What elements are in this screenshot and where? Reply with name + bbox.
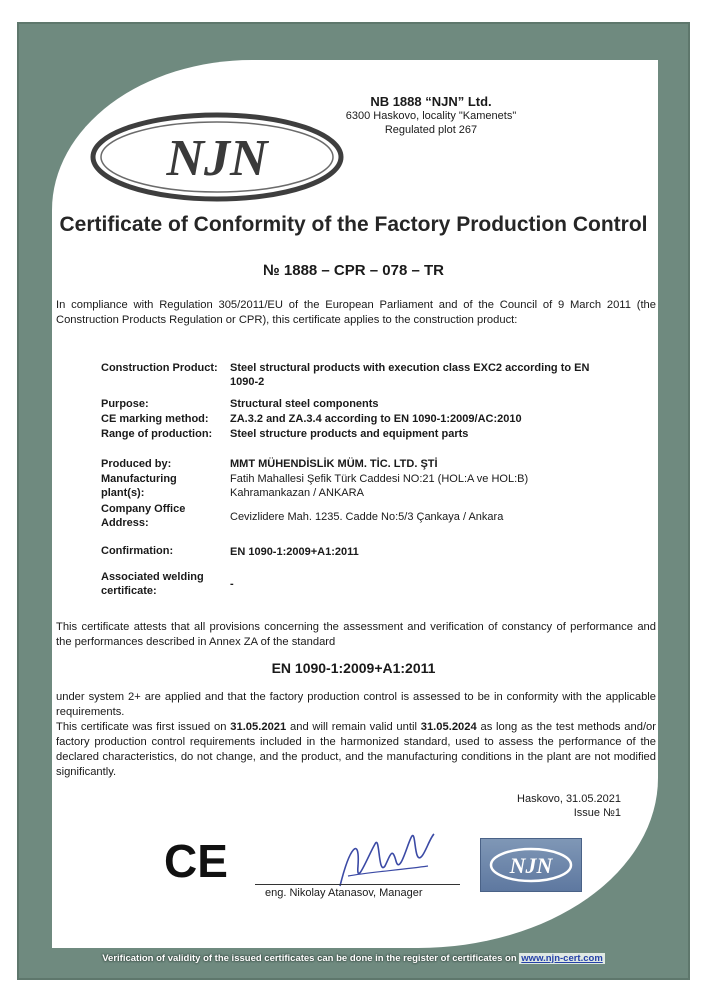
issuer-address-1: 6300 Haskovo, locality "Kamenets": [345, 110, 517, 122]
njn-logo: [90, 112, 345, 202]
njn-badge-icon: [481, 839, 581, 891]
svg-text:NJN: NJN: [509, 853, 553, 878]
issuer-address-2: Regulated plot 267: [384, 124, 478, 136]
logo-text: NJN: [166, 130, 268, 187]
certificate-title: Certificate of Conformity of the Factory Production Control: [59, 213, 648, 236]
ce-method-value: ZA.3.2 and ZA.3.4 according to EN 1090-1:2009/AC:2010: [230, 413, 522, 425]
produced-by-label: Produced by:: [101, 458, 172, 470]
purpose-value: Structural steel components: [230, 398, 379, 410]
validity-part3: as long as the test methods and/or factory production control requirements included in the harmonized standard, used to assess the performance of the declared characteristics, do not change, and the product, and the manufacturing conditions in the plant are not modified significantly.: [56, 721, 656, 778]
valid-until-date: 31.05.2024: [420, 721, 477, 733]
range-label: Range of production:: [101, 428, 213, 440]
validity-part2: and will remain valid until: [286, 721, 421, 733]
register-link[interactable]: www.njn-cert.com: [521, 953, 603, 964]
njn-badge-logo: [480, 838, 582, 892]
issuer-name: NB 1888 “NJN” Ltd.: [370, 94, 492, 109]
validity-paragraph: [56, 690, 656, 780]
welding-label: Associated welding certificate:: [101, 571, 204, 597]
confirmation-label: Confirmation:: [101, 545, 174, 557]
footer-text: Verification of validity of the issued certificates can be done in the register of certificates on: [102, 953, 520, 964]
attest-paragraph: This certificate attests that all provisions concerning the assessment and verification of constancy of performance and the performances described in Annex ZA of the standard: [56, 621, 656, 648]
validity-part1: This certificate was first issued on: [56, 721, 231, 733]
office-value: Cevizlidere Mah. 1235. Cadde No:5/3 Çankaya / Ankara: [230, 511, 504, 523]
signatory-name: eng. Nikolay Atanasov, Manager: [265, 887, 423, 899]
issue-number: Issue №1: [573, 807, 621, 819]
place-date-block: [517, 792, 621, 820]
produced-by-value: MMT MÜHENDİSLİK MÜM. TİC. LTD. ŞTİ: [230, 458, 438, 470]
plant-value-2: Kahramankazan / ANKARA: [230, 487, 364, 499]
standard-reference: EN 1090-1:2009+A1:2011: [271, 660, 436, 676]
welding-value: -: [230, 578, 234, 590]
construction-product-value: Steel structural products with execution class EXC2 according to EN 1090-2: [230, 362, 590, 388]
system-text: under system 2+ are applied and that the factory production control is assessed to be in conformity with the applicable requirements.: [56, 691, 656, 718]
confirmation-value: EN 1090-1:2009+A1:2011: [230, 546, 359, 558]
footer-note: [0, 953, 707, 964]
range-value: Steel structure products and equipment parts: [230, 428, 469, 440]
construction-product-label: Construction Product:: [101, 362, 218, 374]
ce-mark-icon: [160, 835, 232, 883]
signature-line: [255, 884, 460, 885]
certificate-number: № 1888 – CPR – 078 – TR: [263, 262, 444, 279]
issued-date: 31.05.2021: [230, 721, 287, 733]
intro-paragraph: In compliance with Regulation 305/2011/EU of the European Parliament and of the Council of 9 March 2011 (the Construction Products Regulation or CPR), this certificate applies to the construction product:: [56, 299, 656, 326]
svg-text:CE: CE: [164, 835, 228, 883]
office-label: Company Office Address:: [101, 503, 186, 529]
purpose-label: Purpose:: [101, 398, 149, 410]
plant-value-1: Fatih Mahallesi Şefik Türk Caddesi NO:21 (HOL:A ve HOL:B): [230, 473, 529, 485]
issuer-block: [331, 94, 531, 137]
signature-icon: [330, 826, 440, 896]
place-date: Haskovo, 31.05.2021: [517, 793, 621, 805]
plant-label: Manufacturing plant(s):: [101, 473, 177, 499]
ce-method-label: CE marking method:: [101, 413, 209, 425]
